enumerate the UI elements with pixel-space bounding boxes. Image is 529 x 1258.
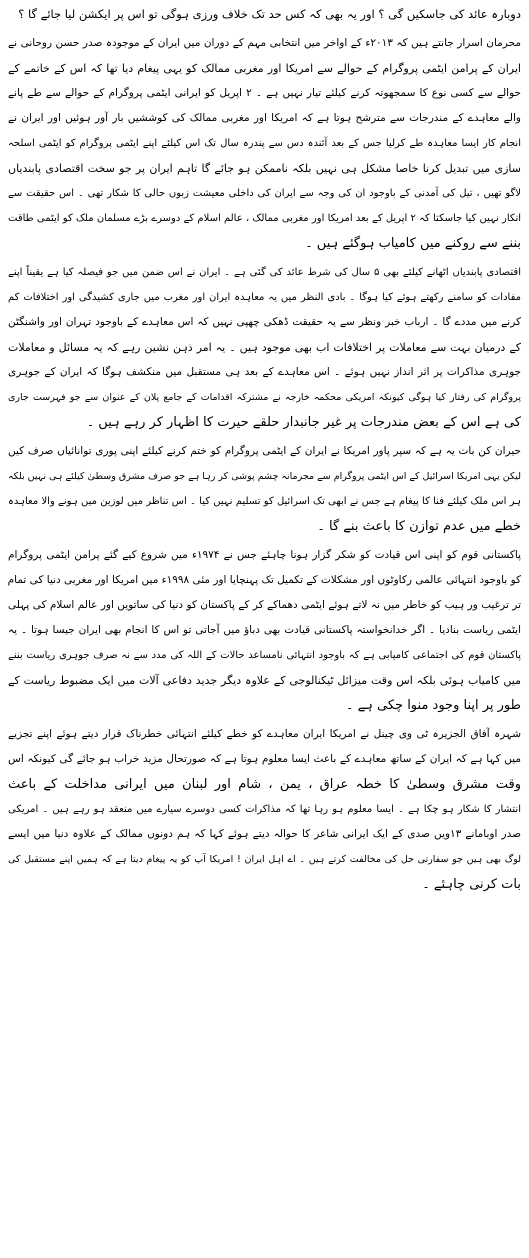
text-line: صدر اوبامانے ۱۳ویں صدی کے ایک ایرانی شاعر کا حوالہ دیتے ہوئے کہا کہ ہم دونوں ممالک کے علاوہ دنیا میں ایسے: [8, 828, 521, 840]
text-line: ایران کے پرامن ایٹمی پروگرام کے حوالے سے امریکا اور مغربی ممالک کو یہی پیغام دیا تھا کہ اس کے خاتمے کے: [8, 62, 521, 75]
text-line: میں کامیاب ہوئی بلکہ اس وقت میزائل ٹیکنالوجی کے علاوہ دیگر جدید دفاعی آلات میں ایک مضبوط ریاست کے: [8, 674, 521, 687]
text-line: طور پر اپنا وجود منوا چکی ہے ۔: [345, 698, 521, 713]
article-paragraph: [8, 31, 521, 256]
text-line: ایٹمی ریاست بنادیا ۔ اگر خدانخواستہ پاکستانی قیادت بھی دباؤ میں آجاتی تو اس کا انجام بھی ایران جیسا ہوتا ۔ یہ: [8, 624, 521, 636]
text-line: خطے میں عدم توازن کا باعث بنے گا ۔: [317, 519, 521, 534]
article-paragraph: [8, 2, 521, 27]
text-line: پاکستان قوم کی اجتماعی کامیابی ہے کہ باوجود انتہائی نامساعد حالات کے اللہ کی مدد سے نہ صرف جوہری ریاست بننے: [8, 650, 521, 661]
text-line: والے معاہدے کے مندرجات سے مترشح ہوتا ہے کہ امریکا اور مغربی ممالک کی کوششیں بار آور ہوئیں اور ایران نے: [8, 112, 521, 124]
text-line: محرمان اسرار جانتے ہیں کہ ۲۰۱۳ء کے اواخر میں انتخابی مہم کے دوران میں ایران کے موجودہ صدر حسن روحانی نے: [8, 37, 521, 49]
text-line: انتشار کا شکار ہو چکا ہے ۔ ایسا معلوم ہو رہا تھا کہ مذاکرات کسی دوسرے سیارے میں منعقد ہو رہے ہیں ۔ امریکی: [8, 804, 521, 815]
article-paragraph: [8, 722, 521, 897]
text-line: کی ہے اس کے بعض مندرجات پر غیر جانبدار حلقے حیرت کا اظہار کر رہے ہیں ۔: [86, 415, 521, 430]
text-line: پروگرام کی رفتار کیا ہوگی کیونکہ امریکی محکمہ خارجہ نے مشترکہ اقدامات کے جامع پلان کے عنوان سے جو فہرست جاری: [8, 392, 521, 403]
text-line: انکار نہیں کیا جاسکتا کہ ۲ اپریل کے بعد امریکا اور مغربی ممالک ، عالم اسلام کے دوسرے بڑے مسلمان ملک کو ایٹمی طاقت: [8, 213, 521, 224]
text-line: انجام کار ایسا معاہدہ طے کرلیا جس کے بعد آئندہ دس سے پندرہ سال تک اس کیلئے اپنے ایٹمی پروگرام کو ایٹمی اسلحہ: [8, 138, 521, 149]
text-line: کے درمیان بہت سے معاملات پر اختلافات اب بھی موجود ہیں ۔ یہ امر ذہن نشین رہے کہ یہ مسائل و معاملات: [8, 341, 521, 354]
text-line: لوگ بھی ہیں جو سفارتی حل کی مخالفت کرتے ہیں ۔ اے اہل ایران ! امریکا آپ کو یہ پیغام دیتا ہے کہ ہمیں اپنے مستقبل کی: [8, 854, 521, 865]
article-paragraph: [8, 260, 521, 435]
text-line: حوالے سے کسی نوع کا سمجھوتہ کرنے کیلئے تیار نہیں ہے ۔ ۲ اپریل کو ایرانی ایٹمی پروگرام کے حوالے سے طے پانے: [8, 87, 521, 99]
text-line: لاگو تھیں ، تیل کی آمدنی کے باوجود ان کی وجہ سے ایران کی داخلی معیشت زبوں حالی کا شکار تھی ۔ اس حقیقت سے: [8, 188, 521, 199]
text-line: وقت مشرق وسطیٰ کا خطہ عراق ، یمن ، شام اور لبنان میں ایرانی مداخلت کے باعث: [8, 777, 521, 792]
article-body: [8, 2, 521, 897]
text-line: اقتصادی پابندیاں اٹھانے کیلئے بھی ۵ سال کی شرط عائد کی گئی ہے ۔ ایران نے اس ضمن میں جو فیصلہ کیا ہے یقیناً اپنے: [8, 267, 521, 278]
text-line: لیکن یہی امریکا اسرائیل کے اس ایٹمی پروگرام سے مجرمانہ چشم پوشی کر رہا ہے جو صرف مشرق وسطیٰ کیلئے ہی نہیں بلکہ: [8, 471, 521, 482]
text-line: تر ترغیب ور ہیب کو خاطر میں نہ لاتے ہوئے ایٹمی دھماکے کر کے پاکستان کو دنیا کی ساتویں اور عالم اسلام کی پہلی: [8, 599, 521, 611]
text-line: کرنے میں مددے گا ۔ ارباب خبر ونظر سے یہ حقیقت ڈھکی چھپی نہیں کہ اس معاہدے کے باوجود تہران اور واشنگٹن: [8, 316, 521, 328]
text-line: بات کرنی چاہئے ۔: [422, 877, 521, 892]
article-paragraph: [8, 543, 521, 718]
text-line: دوبارہ عائد کی جاسکیں گی ؟ اور یہ بھی کہ کس حد تک خلاف ورزی ہوگی تو اس پر ایکشن لیا جائے گا ؟: [18, 7, 521, 21]
text-line: میں کہا ہے کہ ایران کے ساتھ معاہدے کے باعث ایسا معلوم ہوتا ہے کہ صورتحال مزید خراب ہو جائے گی کیونکہ اس: [8, 753, 521, 765]
article-paragraph: [8, 439, 521, 539]
text-line: حیران کن بات یہ ہے کہ سپر پاور امریکا نے ایران کے ایٹمی پروگرام کو ختم کرنے کیلئے اپنی پوری توانائیاں صرف کیں: [8, 445, 521, 457]
text-line: پاکستانی قوم کو اپنی اس قیادت کو شکر گزار ہونا چاہئے جس نے ۱۹۷۴ء میں شروع کیے گئے پرامن ایٹمی پروگرام: [8, 549, 521, 561]
text-line: مفادات کو سامنے رکھتے ہوئے کیا ہوگا ۔ بادی النظر میں یہ معاہدہ ایران اور مغرب میں جاری کشیدگی اور اختلافات کم: [8, 292, 521, 303]
text-line: کو باوجود انتہائی عالمی رکاوٹوں اور مشکلات کے تکمیل تک پہنچایا اور مئی ۱۹۹۸ء میں امریکا اور مغربی دنیا کی تمام: [8, 574, 521, 586]
text-line: بننے سے روکنے میں کامیاب ہوگئے ہیں ۔: [305, 236, 521, 251]
text-line: ہر اس ملک کیلئے فنا کا پیغام ہے جس نے ابھی تک اسرائیل کو تسلیم نہیں کیا ۔ اس تناظر میں لوزین میں ہونے والا معاہدہ: [8, 496, 521, 507]
text-line: سازی میں تبدیل کرنا خاصا مشکل ہی نہیں بلکہ ناممکن ہو جائے گا تاہم ایران پر جو سخت اقتصادی پابندیاں: [8, 162, 521, 175]
text-line: شہرہ آفاق الجزیرہ ٹی وی چینل نے امریکا ایران معاہدے کو خطے کیلئے انتہائی خطرناک قرار دیتے ہوئے اپنے تجزیے: [8, 728, 521, 740]
text-line: جوہری مذاکرات پر اثر انداز نہیں ہوئے ۔ اس معاہدے کے بعد ہی مستقبل میں منکشف ہوگا کہ ایران کے جوہری: [8, 366, 521, 378]
